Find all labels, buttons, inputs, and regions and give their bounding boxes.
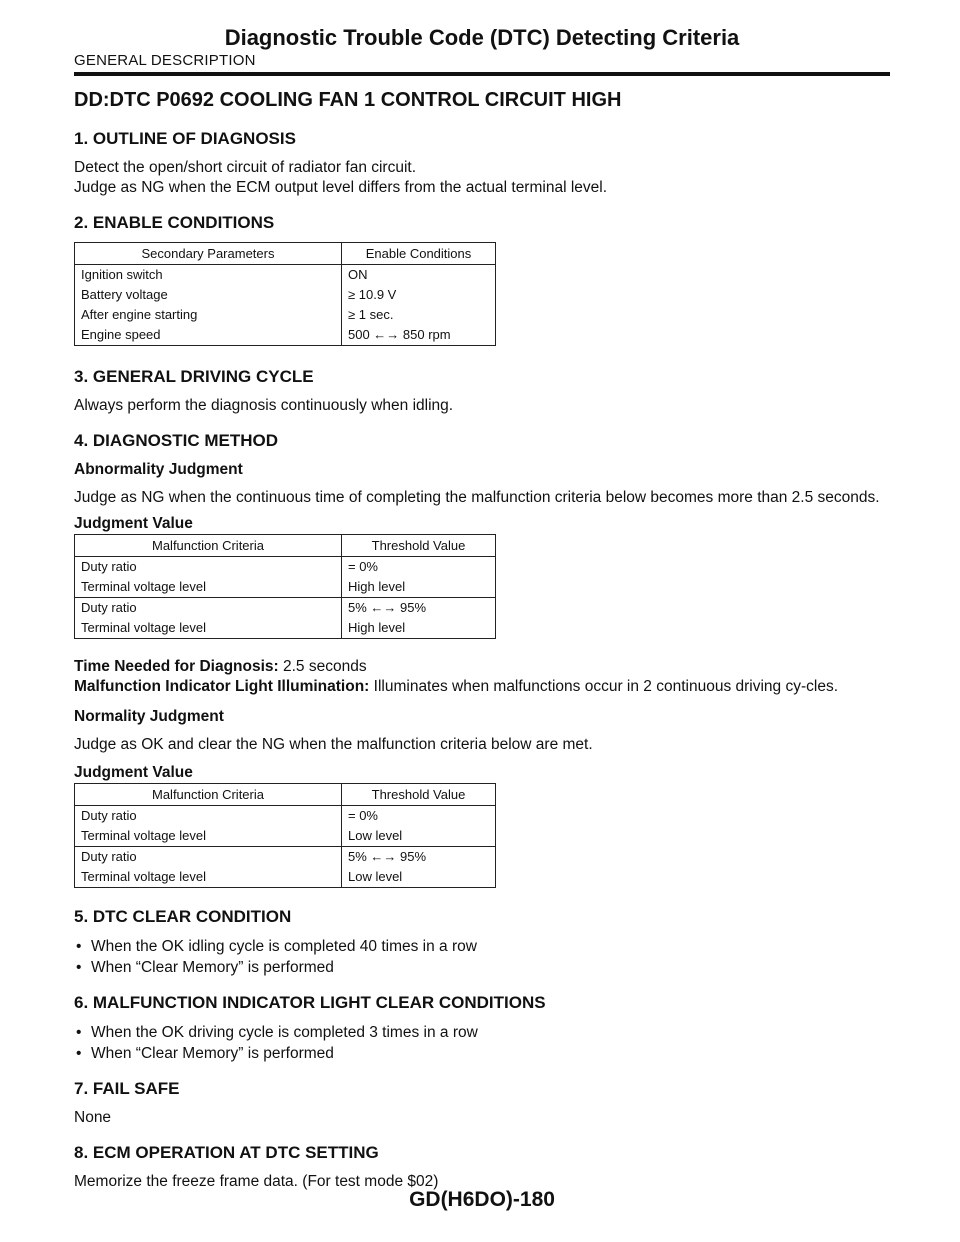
bullet-icon: • bbox=[76, 959, 82, 976]
paragraph: Memorize the freeze frame data. (For test mode $02) bbox=[74, 1173, 439, 1190]
time-needed-line bbox=[74, 657, 890, 677]
dtc-title: DD:DTC P0692 COOLING FAN 1 CONTROL CIRCUIT HIGH bbox=[74, 89, 622, 111]
table-cell: ≥ 10.9 V bbox=[342, 285, 496, 305]
page-title: Diagnostic Trouble Code (DTC) Detecting Criteria bbox=[224, 25, 740, 50]
section-heading: 1. OUTLINE OF DIAGNOSIS bbox=[74, 129, 296, 148]
section-mil-clear bbox=[74, 992, 890, 1064]
table-cell: Terminal voltage level bbox=[75, 867, 342, 888]
table-cell: High level bbox=[342, 577, 496, 598]
bullet-icon: • bbox=[76, 938, 82, 955]
paragraph: Judge as OK and clear the NG when the malfunction criteria below are met. bbox=[74, 736, 593, 753]
table-cell: Terminal voltage level bbox=[75, 618, 342, 639]
table-cell: After engine starting bbox=[75, 305, 342, 325]
section-heading: 2. ENABLE CONDITIONS bbox=[74, 213, 275, 232]
section-label: GENERAL DESCRIPTION bbox=[74, 52, 256, 69]
judgment-value-label: Judgment Value bbox=[74, 764, 193, 781]
abnormality-judgment-table bbox=[74, 534, 496, 639]
section-driving-cycle bbox=[74, 366, 890, 416]
table-header-row bbox=[75, 784, 496, 806]
table-cell: Duty ratio bbox=[75, 806, 342, 827]
table-cell: = 0% bbox=[342, 557, 496, 578]
list-item bbox=[74, 936, 890, 957]
table-cell: Low level bbox=[342, 826, 496, 847]
header-rule bbox=[74, 72, 890, 76]
column-header: Threshold Value bbox=[342, 535, 496, 557]
paragraph: Detect the open/short circuit of radiator fan circuit. bbox=[74, 159, 417, 176]
column-header: Malfunction Criteria bbox=[75, 784, 342, 806]
paragraph: Judge as NG when the continuous time of completing the malfunction criteria below becomes more than 2.5 seconds. bbox=[74, 489, 880, 506]
normality-judgment-table bbox=[74, 783, 496, 888]
table-cell: Duty ratio bbox=[75, 847, 342, 868]
table-cell: 5% ←→ 95% bbox=[342, 598, 496, 619]
mil-illumination-line bbox=[74, 677, 890, 697]
table-row bbox=[75, 577, 496, 598]
table-header-row bbox=[75, 243, 496, 265]
table-row bbox=[75, 847, 496, 868]
section-ecm-operation bbox=[74, 1142, 890, 1192]
table-row bbox=[75, 618, 496, 639]
section-diagnostic-method bbox=[74, 430, 890, 888]
bullet-icon: • bbox=[76, 1024, 82, 1041]
section-fail-safe bbox=[74, 1078, 890, 1128]
list-item-text: When the OK driving cycle is completed 3 times in a row bbox=[91, 1024, 478, 1041]
table-cell: Low level bbox=[342, 867, 496, 888]
table-cell: ≥ 1 sec. bbox=[342, 305, 496, 325]
column-header: Malfunction Criteria bbox=[75, 535, 342, 557]
paragraph: None bbox=[74, 1109, 112, 1126]
section-heading: 6. MALFUNCTION INDICATOR LIGHT CLEAR CONDITIONS bbox=[74, 993, 546, 1012]
table-row bbox=[75, 305, 496, 325]
table-cell: Duty ratio bbox=[75, 598, 342, 619]
table-cell: Duty ratio bbox=[75, 557, 342, 578]
bullet-icon: • bbox=[76, 1045, 82, 1062]
section-outline bbox=[74, 128, 890, 198]
column-header: Enable Conditions bbox=[342, 243, 496, 265]
mil-illumination-value: Illuminates when malfunctions occur in 2 continuous driving cy-cles. bbox=[369, 678, 839, 695]
table-cell: High level bbox=[342, 618, 496, 639]
table-cell: Terminal voltage level bbox=[75, 577, 342, 598]
bullet-list bbox=[74, 1022, 890, 1064]
table-row bbox=[75, 826, 496, 847]
table-row bbox=[75, 806, 496, 827]
subheading-normality: Normality Judgment bbox=[74, 708, 224, 725]
table-row bbox=[75, 598, 496, 619]
table-row bbox=[75, 867, 496, 888]
bullet-list bbox=[74, 936, 890, 978]
page-number: GD(H6DO)-180 bbox=[409, 1188, 555, 1211]
table-row bbox=[75, 265, 496, 286]
table-cell: Terminal voltage level bbox=[75, 826, 342, 847]
section-dtc-clear bbox=[74, 906, 890, 978]
page-header bbox=[74, 22, 890, 76]
table-row bbox=[75, 325, 496, 346]
list-item-text: When the OK idling cycle is completed 40 times in a row bbox=[91, 938, 477, 955]
time-needed-value: 2.5 seconds bbox=[278, 658, 367, 675]
table-row bbox=[75, 557, 496, 578]
table-header-row bbox=[75, 535, 496, 557]
column-header: Threshold Value bbox=[342, 784, 496, 806]
list-item bbox=[74, 1043, 890, 1064]
section-heading: 5. DTC CLEAR CONDITION bbox=[74, 907, 292, 926]
list-item-text: When “Clear Memory” is performed bbox=[91, 1045, 334, 1062]
paragraph: Always perform the diagnosis continuously when idling. bbox=[74, 397, 454, 414]
time-needed-label: Time Needed for Diagnosis: bbox=[74, 658, 279, 675]
column-header: Secondary Parameters bbox=[75, 243, 342, 265]
table-row bbox=[75, 285, 496, 305]
section-heading: 8. ECM OPERATION AT DTC SETTING bbox=[74, 1143, 379, 1162]
table-cell: = 0% bbox=[342, 806, 496, 827]
table-cell: 5% ←→ 95% bbox=[342, 847, 496, 868]
section-enable-conditions bbox=[74, 212, 890, 346]
section-heading: 3. GENERAL DRIVING CYCLE bbox=[74, 367, 314, 386]
document-body bbox=[74, 86, 890, 1206]
table-cell: Ignition switch bbox=[75, 265, 342, 286]
enable-conditions-table bbox=[74, 242, 496, 346]
table-cell: 500 ←→ 850 rpm bbox=[342, 325, 496, 346]
table-cell: Battery voltage bbox=[75, 285, 342, 305]
section-heading: 4. DIAGNOSTIC METHOD bbox=[74, 431, 279, 450]
subheading-abnormality: Abnormality Judgment bbox=[74, 461, 243, 478]
section-heading: 7. FAIL SAFE bbox=[74, 1079, 180, 1098]
paragraph: Judge as NG when the ECM output level differs from the actual terminal level. bbox=[74, 179, 608, 196]
table-cell: ON bbox=[342, 265, 496, 286]
mil-illumination-label: Malfunction Indicator Light Illumination: bbox=[74, 678, 370, 695]
judgment-value-label: Judgment Value bbox=[74, 515, 193, 532]
list-item bbox=[74, 957, 890, 978]
table-cell: Engine speed bbox=[75, 325, 342, 346]
list-item-text: When “Clear Memory” is performed bbox=[91, 959, 334, 976]
list-item bbox=[74, 1022, 890, 1043]
